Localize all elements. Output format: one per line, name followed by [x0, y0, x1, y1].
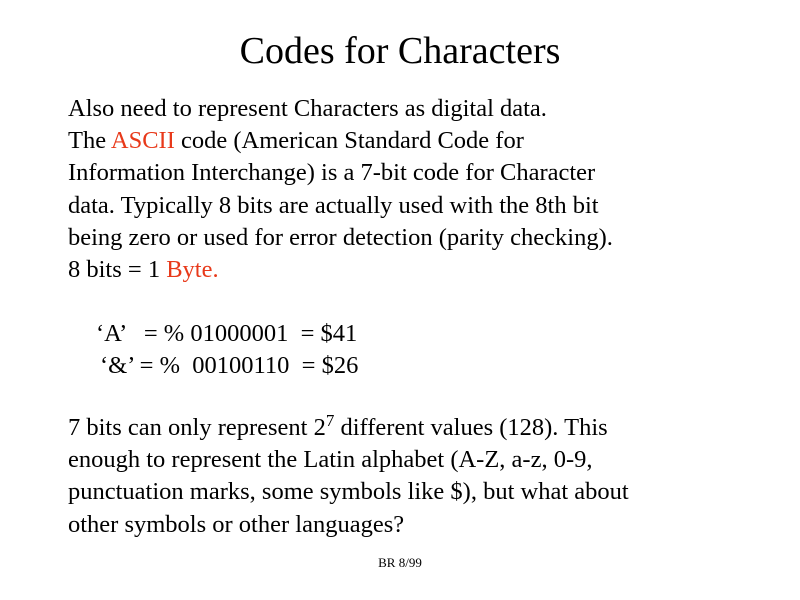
- intro-line-1: Also need to represent Characters as digital data.: [68, 95, 547, 122]
- exponent: 7: [325, 411, 335, 430]
- limits-line-1-post: different values (128). This: [334, 414, 608, 441]
- byte-term: Byte.: [166, 255, 219, 283]
- intro-line-2-pre: The: [68, 127, 111, 155]
- slide-footer: BR 8/99: [378, 555, 422, 570]
- limits-line-1-pre: 7 bits can only represent 2: [68, 414, 326, 441]
- intro-line-6-pre: 8 bits = 1: [68, 255, 167, 283]
- intro-paragraph: [68, 93, 768, 382]
- intro-line-5: being zero or used for error detection (parity checking).: [68, 223, 613, 251]
- limits-line-4: other symbols or other languages?: [68, 510, 405, 538]
- limits-paragraph: [68, 412, 768, 541]
- limits-line-1: [68, 412, 768, 444]
- code-example-a: ‘A’ = % 01000001 = $41: [96, 320, 358, 348]
- limits-line-3: punctuation marks, some symbols like $), but what about: [68, 478, 629, 506]
- spacer: [68, 286, 768, 318]
- intro-line-6: [68, 254, 768, 286]
- limits-line-2: enough to represent the Latin alphabet (A-Z, a-z, 0-9,: [68, 446, 593, 474]
- slide-title: Codes for Characters: [239, 30, 561, 72]
- intro-line-2-post: code (American Standard Code for: [174, 127, 524, 155]
- intro-line-2: [68, 125, 768, 157]
- code-example-ampersand: ‘&’ = % 00100110 = $26: [100, 352, 359, 380]
- intro-line-4: data. Typically 8 bits are actually used with the 8th bit: [68, 191, 599, 219]
- ascii-term: ASCII: [110, 127, 175, 155]
- intro-line-3: Information Interchange) is a 7-bit code for Character: [68, 159, 596, 187]
